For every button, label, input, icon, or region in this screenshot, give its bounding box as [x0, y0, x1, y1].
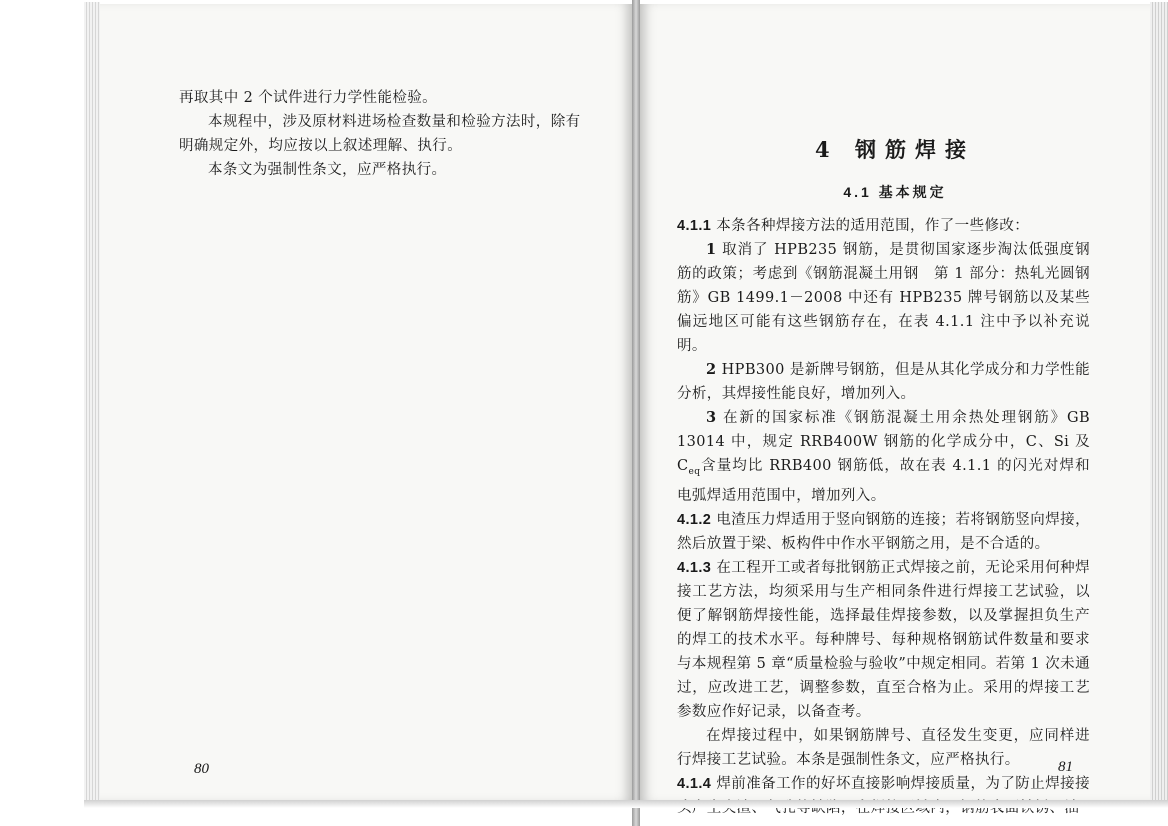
clause-4-1-1-item-3: [677, 406, 1090, 508]
left-page: [100, 4, 632, 800]
item-text-subscript: eq: [688, 466, 701, 477]
chapter-title: 4 钢筋焊接: [815, 137, 975, 162]
page-number-right: 81: [1058, 759, 1073, 775]
clause-text: 焊前准备工作的好坏直接影响焊接质量，为了防止焊接接: [716, 775, 1090, 792]
clause-4-1-1-item-1: [677, 238, 1090, 358]
clause-number: 4.1.3: [677, 559, 712, 576]
clause-4-1-1: [677, 214, 1090, 238]
clause-text: 本条各种焊接方法的适用范围，作了一些修改：: [716, 218, 1030, 234]
page-number-left: 80: [194, 761, 209, 777]
item-text-b: 含量均比 RRB400 钢筋低，故在表 4.1.1 的闪光对焊和电弧焊适用范围中，增加列入。: [677, 458, 1090, 504]
left-page-body: [179, 86, 595, 182]
item-number: 3: [706, 409, 717, 426]
clause-text: 在工程开工或者每批钢筋正式焊接之前，无论采用何种焊接工艺方法，均须采用与生产相同条件进行焊接工艺试验，以便了解钢筋焊接性能，选择最佳焊接参数，以及掌握担负生产的焊工的技术水平。每种牌号、每种规格钢筋试件数量和要求与本规程第 5 章“质量检验与验收”中规定相同。若第 1 次未通过，应改进工艺，调整参数，直至合格为止。采用的焊接工艺参数应作好记录，以备查考。: [677, 559, 1090, 720]
clause-number: 4.1.2: [677, 511, 712, 528]
clause-4-1-3-paragraph-2: 在焊接过程中，如果钢筋牌号、直径发生变更，应同样进行焊接工艺试验。本条是强制性条文，应严格执行。: [677, 727, 1090, 768]
book-gutter: [632, 0, 640, 826]
clause-number: 4.1.1: [677, 218, 712, 234]
clause-4-1-1-item-2: [677, 358, 1090, 406]
page-stack-edge-left: [84, 2, 100, 804]
clause-text: 电渣压力焊适用于竖向钢筋的连接；若将钢筋竖向焊接，然后放置于梁、板构件中作水平钢筋之用，是不合适的。: [677, 511, 1090, 552]
clause-4-1-3: [677, 556, 1090, 724]
clause-4-1-2: [677, 508, 1090, 556]
item-text: 取消了 HPB235 钢筋，是贯彻国家逐步淘汰低强度钢筋的政策；考虑到《钢筋混凝土用钢 第 1 部分：热轧光圆钢筋》GB 1499.1－2008 中还有 HPB235 牌号钢筋以及某些偏远地区可能有这些钢筋存在，在表 4.1.1 注中予以补充说明。: [677, 242, 1090, 354]
left-paragraph-1: 再取其中 2 个试件进行力学性能检验。: [179, 90, 438, 106]
item-number: 1: [706, 241, 717, 258]
item-number: 2: [706, 361, 717, 378]
item-text-a: 在新的国家标准《钢筋混凝土用余热处理钢筋》GB 13014 中，规定 RRB400W 钢筋的化学成分中，C、Si 及 C: [677, 410, 1091, 474]
right-page: [640, 4, 1150, 801]
clause-number: 4.1.4: [677, 775, 712, 792]
left-paragraph-3: 本条文为强制性条文，应严格执行。: [208, 162, 447, 178]
page-stack-edge-right: [1150, 2, 1168, 807]
clause-4-1-4: [677, 772, 1090, 820]
left-paragraph-2: 本规程中，涉及原材料进场检查数量和检验方法时，除有明确规定外，均应按以上叙述理解、执行。: [179, 114, 581, 154]
book-bottom-edge: [84, 800, 1168, 808]
section-title: 4.1 基本规定: [843, 184, 947, 200]
item-text: HPB300 是新牌号钢筋，但是从其化学成分和力学性能分析，其焊接性能良好，增加列入。: [677, 362, 1090, 402]
right-page-body: [677, 214, 1090, 820]
